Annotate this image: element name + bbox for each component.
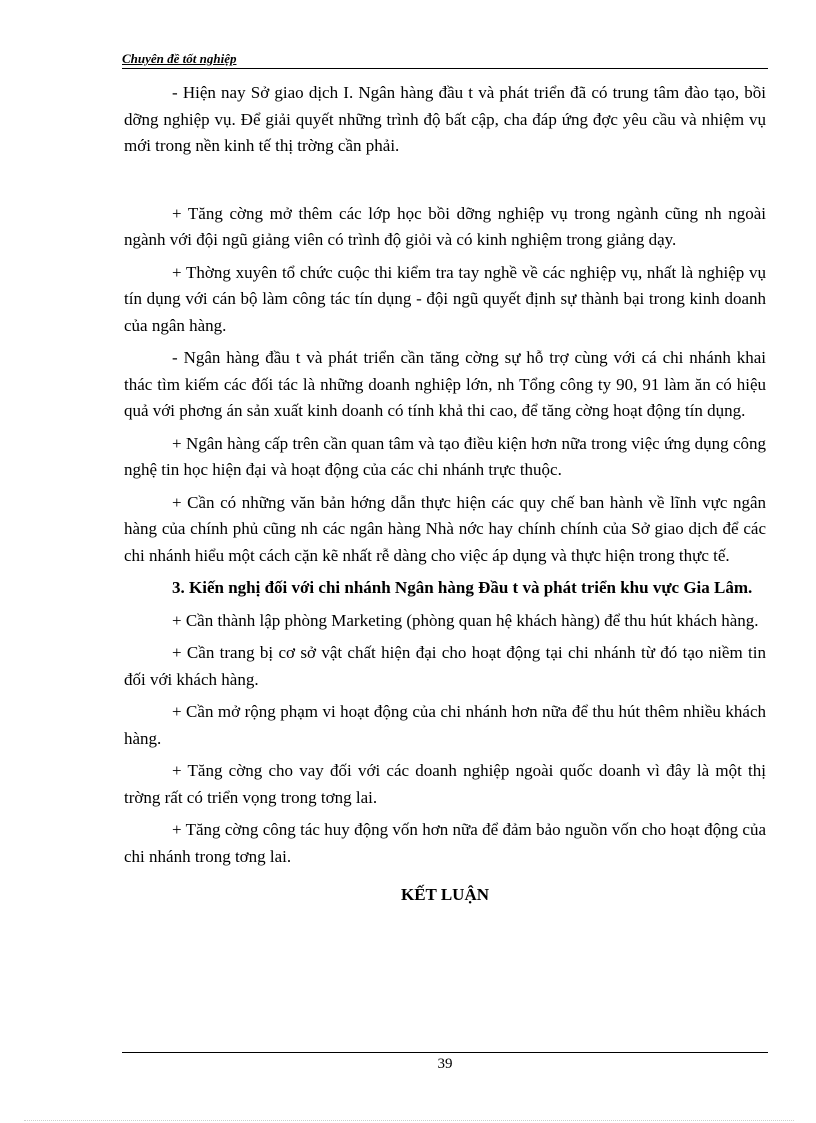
paragraph-partner-search: - Ngân hàng đầu t và phát triển cần tăng cờng sự hỗ trợ cùng với cá chi nhánh khai thác tìm kiếm các đối tác là những doanh nghiệp lớn, nh Tổng công ty 90, 91 làm ăn có hiệu quả với phơng án sản xuất kinh doanh có tính khả thi cao, để tăng cờng hoạt động tín dụng. (124, 348, 766, 420)
paragraph-capital-mobilization: + Tăng cờng công tác huy động vốn hơn nữa để đảm bảo nguồn vốn cho hoạt động của chi nhánh trong tơng lai. (124, 820, 766, 866)
paragraph-lending: + Tăng cờng cho vay đối với các doanh nghiệp ngoài quốc doanh vì đây là một thị trờng rất có triển vọng trong tơng lai. (124, 761, 766, 807)
page-edge-divider (24, 1120, 794, 1121)
page-number: 39 (437, 1056, 453, 1072)
paragraph-marketing-room: + Cần thành lập phòng Marketing (phòng quan hệ khách hàng) để thu hút khách hàng. (172, 610, 759, 630)
paragraph-facilities: + Cần trang bị cơ sở vật chất hiện đại cho hoạt động tại chi nhánh từ đó tạo niềm tin đối với khách hàng. (124, 643, 766, 689)
conclusion-heading: KẾT LUẬN (400, 885, 489, 904)
paragraph-it-application: + Ngân hàng cấp trên cần quan tâm và tạo điều kiện hơn nữa trong việc ứng dụng công nghệ tin học hiện đại và hoạt động của các chi nhánh trực thuộc. (124, 433, 766, 479)
paragraph-training-center: - Hiện nay Sở giao dịch I. Ngân hàng đầu t và phát triển đã có trung tâm đào tạo, bồi dỡng nghiệp vụ. Để giải quyết những trình độ bất cập, cha đáp ứng đợc yêu cầu và nhiệm vụ mới trong nền kinh tế thị trờng cần phải. (124, 83, 766, 155)
footer-divider (122, 1052, 768, 1053)
body-text (124, 80, 766, 909)
paragraph-guidance-documents: + Cần có những văn bản hớng dẫn thực hiện các quy chế ban hành về lĩnh vực ngân hàng của chính phủ cũng nh các ngân hàng Nhà nớc hay chính chính của Sở giao dịch để các chi nhánh hiểu một cách cặn kẽ nhất rễ dàng cho việc áp dụng và thực hiện trong thực tế. (124, 492, 766, 565)
paragraph-skill-tests: + Thờng xuyên tổ chức cuộc thi kiểm tra tay nghề về các nghiệp vụ, nhất là nghiệp vụ tín dụng với cán bộ làm công tác tín dụng - đội ngũ quyết định sự thành bại trong kinh doanh của ngân hàng. (124, 262, 766, 335)
header-title: Chuyên đề tốt nghiệp (122, 51, 237, 66)
page-header (122, 48, 768, 69)
section-heading-recommendations: 3. Kiến nghị đối với chi nhánh Ngân hàng Đầu t và phát triển khu vực Gia Lâm. (172, 578, 753, 597)
paragraph-expand-scope: + Cần mở rộng phạm vi hoạt động của chi nhánh hơn nữa để thu hút thêm nhiều khách hàng. (124, 702, 766, 748)
paragraph-open-classes: + Tăng cờng mở thêm các lớp học bồi dỡng nghiệp vụ trong ngành cũng nh ngoài ngành với đội ngũ giảng viên có trình độ giỏi và có kinh nghiệm trong giảng dạy. (124, 203, 766, 249)
